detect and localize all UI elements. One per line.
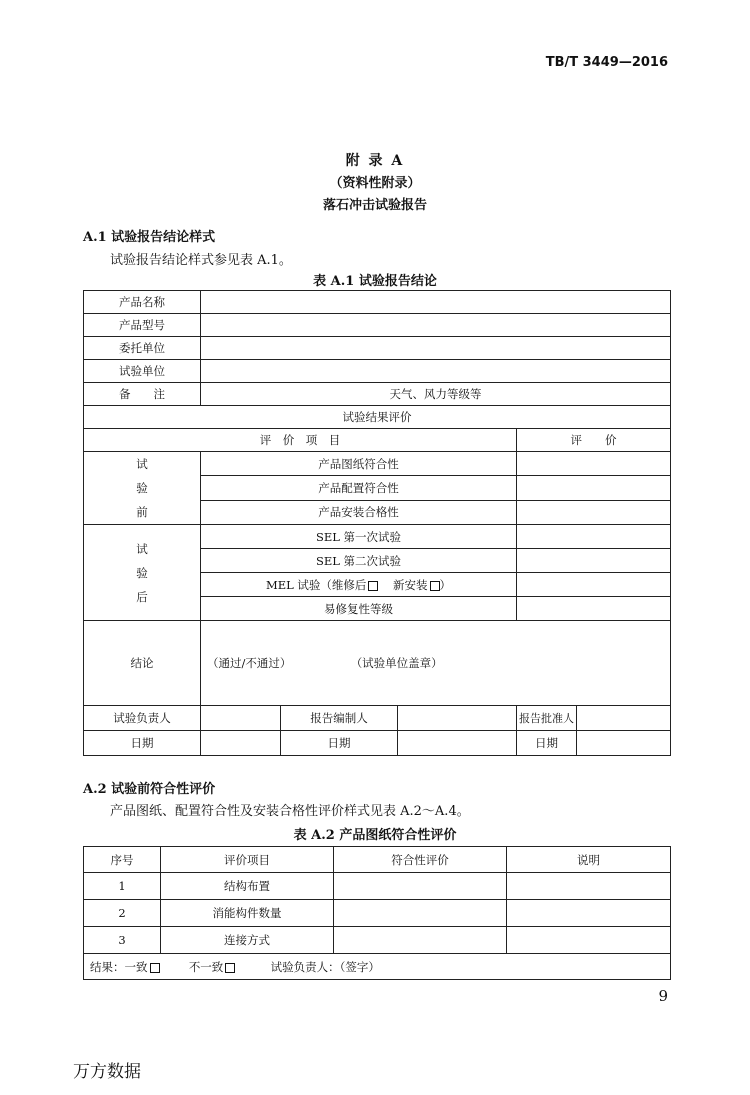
checkbox-icon <box>368 581 378 591</box>
section-a1-text: 试验报告结论样式参见表 A.1。 <box>110 253 292 268</box>
table-a2-caption: 表 A.2 产品图纸符合性评价 <box>293 828 457 843</box>
item-sel-second: SEL 第二次试验 <box>201 549 517 573</box>
item-install-qualification: 产品安装合格性 <box>201 500 517 524</box>
table-row-item: 结构布置 <box>161 873 334 900</box>
header-eval-item: 评 价 项 目 <box>84 429 517 452</box>
section-a2-text: 产品图纸、配置符合性及安装合格性评价样式见表 A.2～A.4。 <box>110 804 470 819</box>
appendix-name: 落石冲击试验报告 <box>322 198 427 213</box>
appendix-title: 附 录 A <box>345 153 405 169</box>
page-number: 9 <box>658 987 668 1005</box>
table-row-no: 3 <box>84 927 161 954</box>
label-date-1: 日期 <box>84 731 201 756</box>
appendix-type: （资料性附录） <box>329 176 421 191</box>
standard-code: TB/T 3449—2016 <box>545 55 668 70</box>
table-footer-result: 结果：一致 不一致 试验负责人：（签字） <box>84 954 671 980</box>
results-title: 试验结果评价 <box>84 406 671 429</box>
label-product-model: 产品型号 <box>84 314 201 337</box>
label-report-author: 报告编制人 <box>281 706 398 731</box>
table-row-no: 2 <box>84 900 161 927</box>
item-sel-first: SEL 第一次试验 <box>201 525 517 549</box>
label-date-3: 日期 <box>517 731 577 756</box>
value-test-unit <box>201 360 671 383</box>
col-header-item: 评价项目 <box>161 847 334 873</box>
checkbox-icon <box>225 963 235 973</box>
group-pre-test: 试 验 前 <box>84 452 201 525</box>
item-mel-test: MEL 试验（维修后 新安装 ） <box>201 573 517 597</box>
group-post-test: 试 验 后 <box>84 525 201 621</box>
value-remarks: 天气、风力等级等 <box>201 383 671 406</box>
item-repairability: 易修复性等级 <box>201 597 517 621</box>
watermark: 万方数据 <box>73 1062 141 1082</box>
label-report-approver: 报告批准人 <box>517 706 577 731</box>
table-row-no: 1 <box>84 873 161 900</box>
table-row-item: 消能构件数量 <box>161 900 334 927</box>
item-drawing-conformity: 产品图纸符合性 <box>201 452 517 476</box>
conclusion-pass: （通过/不通过） <box>207 656 292 670</box>
label-remarks: 备 注 <box>84 383 201 406</box>
label-product-name: 产品名称 <box>84 291 201 314</box>
label-client: 委托单位 <box>84 337 201 360</box>
label-date-2: 日期 <box>281 731 398 756</box>
label-test-unit: 试验单位 <box>84 360 201 383</box>
section-a2-heading: A.2 试验前符合性评价 <box>83 782 216 797</box>
header-eval: 评 价 <box>517 429 671 452</box>
col-header-note: 说明 <box>507 847 671 873</box>
table-a2 <box>83 846 671 980</box>
col-header-no: 序号 <box>84 847 161 873</box>
value-product-model <box>201 314 671 337</box>
value-product-name <box>201 291 671 314</box>
item-config-conformity: 产品配置符合性 <box>201 476 517 500</box>
table-a1 <box>83 290 671 756</box>
value-client <box>201 337 671 360</box>
table-row-item: 连接方式 <box>161 927 334 954</box>
table-a1-caption: 表 A.1 试验报告结论 <box>313 274 437 289</box>
section-a1-heading: A.1 试验报告结论样式 <box>83 230 216 245</box>
col-header-conformity: 符合性评价 <box>334 847 507 873</box>
conclusion-cell <box>201 621 671 706</box>
conclusion-seal: （试验单位盖章） <box>350 656 443 670</box>
checkbox-icon <box>430 581 440 591</box>
label-conclusion: 结论 <box>84 621 201 706</box>
checkbox-icon <box>150 963 160 973</box>
label-test-lead: 试验负责人 <box>84 706 201 731</box>
